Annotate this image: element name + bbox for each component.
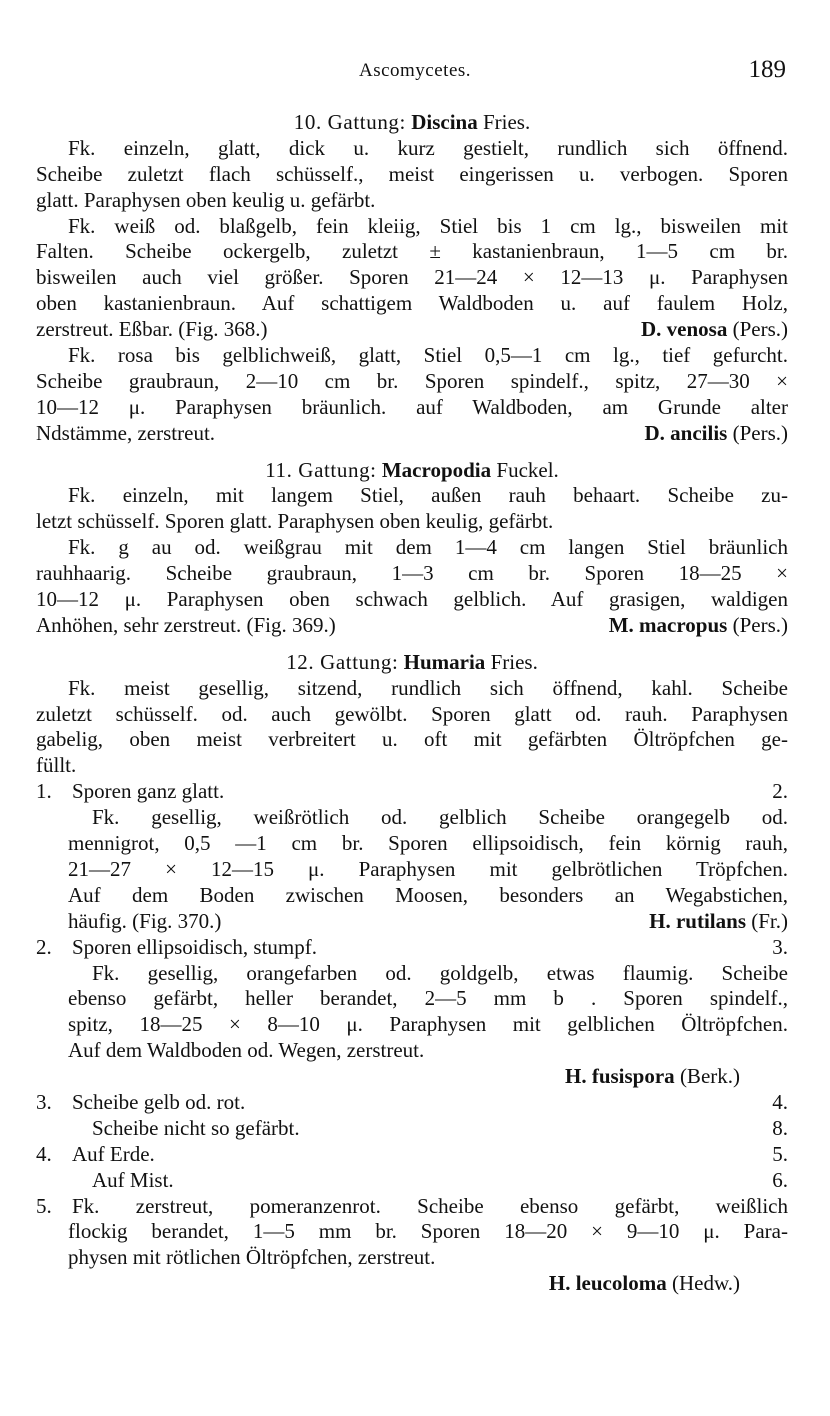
key-line-3b: Scheibe nicht so gefärbt. 8. [92, 1115, 788, 1140]
text-line: Auf dem Boden zwischen Moosen, besonders an Wegabstichen, [68, 882, 788, 907]
text-line: zuletzt schüsself. od. auch gewölbt. Sporen glatt od. rauh. Paraphysen [36, 701, 788, 726]
key-reference: 5. [772, 1141, 788, 1166]
species-line-leucoloma: H. leucoloma (Hedw.) [548, 1271, 740, 1296]
key-reference: 6. [772, 1167, 788, 1192]
key-line-4a: 4. Auf Erde. 5. [36, 1141, 788, 1166]
species-name: H. leucoloma [548, 1271, 667, 1296]
genus-name: Humaria [403, 649, 486, 674]
genus-name: Discina [411, 110, 478, 134]
text-line: Fk. gesellig, orangefarben od. goldgelb, etwas flaumig. Scheibe [92, 960, 788, 985]
species-line-macropus: Anhöhen, sehr zerstreut. (Fig. 369.) M. macropus (Pers.) [36, 612, 788, 637]
text-line: Fk. gesellig, weißrötlich od. gelblich Scheibe orangegelb od. [92, 805, 788, 830]
genus-heading-macropodia: 11. Gattung: Macropodia Fuckel. [265, 457, 559, 482]
genus-heading-discina: 10. Gattung: Discina Fries. [293, 110, 531, 134]
key-line-5: 5. Fk. zerstreut, pomeranzenrot. Scheibe ebenso gefärbt, weißlich [36, 1193, 788, 1218]
species-line-rutilans: häufig. (Fig. 370.) H. rutilans (Fr.) [68, 908, 788, 933]
key-reference: 3. [772, 934, 788, 959]
key-line-1: 1. Sporen ganz glatt. 2. [36, 779, 788, 804]
text-line: Fk. g au od. weißgrau mit dem 1—4 cm langen Stiel bräunlich [68, 535, 788, 560]
key-number: 2. [36, 934, 52, 959]
species-name: M. macropus [608, 612, 728, 637]
species-name: H. fusispora [565, 1064, 675, 1089]
running-head: Ascomycetes. [358, 60, 472, 81]
key-reference: 2. [772, 779, 788, 804]
key-reference: 8. [772, 1115, 788, 1140]
species-name: H. rutilans [649, 908, 746, 933]
key-reference: 4. [772, 1089, 788, 1114]
text-line: bisweilen auch viel größer. Sporen 21—24 × 12—13 μ. Paraphysen [36, 265, 788, 290]
text-line: Fk. meist gesellig, sitzend, rundlich sich öffnend, kahl. Scheibe [68, 675, 788, 700]
text-line: flockig berandet, 1—5 mm br. Sporen 18—20 × 9—10 μ. Para- [68, 1219, 788, 1244]
species-name: D. ancilis [644, 420, 728, 445]
key-number: 4. [36, 1141, 52, 1166]
text-line: füllt. [36, 753, 77, 778]
key-line-3a: 3. Scheibe gelb od. rot. 4. [36, 1089, 788, 1114]
text-line: letzt schüsself. Sporen glatt. Paraphysen oben keulig, gefärbt. [36, 509, 554, 534]
text-line: Fk. einzeln, mit langem Stiel, außen rauh behaart. Scheibe zu- [68, 483, 788, 508]
species-line-fusispora: H. fusispora (Berk.) [565, 1064, 740, 1089]
genus-heading-humaria: 12. Gattung: Humaria Fries. [286, 649, 538, 674]
text-line: Fk. weiß od. blaßgelb, fein kleiig, Stiel bis 1 cm lg., bisweilen mit [68, 213, 788, 238]
text-line: 10—12 μ. Paraphysen oben schwach gelblich. Auf grasigen, waldigen [36, 587, 788, 612]
text-line: Fk. rosa bis gelblichweiß, glatt, Stiel 0,5—1 cm lg., tief gefurcht. [68, 343, 788, 368]
genus-name: Macropodia [381, 457, 492, 482]
species-line-ancilis: Ndstämme, zerstreut. D. ancilis (Pers.) [36, 420, 788, 445]
text-line: ebenso gefärbt, heller berandet, 2—5 mm b . Sporen spindelf., [68, 986, 788, 1011]
text-line: spitz, 18—25 × 8—10 μ. Paraphysen mit gelblichen Öltröpfchen. [68, 1012, 788, 1037]
text-line: gabelig, oben meist verbreitert u. oft mit gefärbten Öltröpfchen ge- [36, 727, 788, 752]
text-line: 21—27 × 12—15 μ. Paraphysen mit gelbrötlichen Tröpfchen. [68, 856, 788, 881]
text-line: Scheibe graubraun, 2—10 cm br. Sporen spindelf., spitz, 27—30 × [36, 368, 788, 393]
text-line: Falten. Scheibe ockergelb, zuletzt ± kastanienbraun, 1—5 cm br. [36, 239, 788, 264]
page-body [36, 110, 788, 1297]
text-line: glatt. Paraphysen oben keulig u. gefärbt. [36, 187, 376, 212]
text-line: rauhhaarig. Scheibe graubraun, 1—3 cm br. Sporen 18—25 × [36, 561, 788, 586]
key-line-2: 2. Sporen ellipsoidisch, stumpf. 3. [36, 934, 788, 959]
text-line: oben kastanienbraun. Auf schattigem Waldboden u. auf faulem Holz, [36, 291, 788, 316]
page-header [0, 56, 830, 86]
species-name: D. venosa [641, 317, 728, 342]
key-number: 1. [36, 779, 52, 804]
text-line: mennigrot, 0,5 —1 cm br. Sporen ellipsoidisch, fein körnig rauh, [68, 831, 788, 856]
text-line: Fk. einzeln, glatt, dick u. kurz gestielt, rundlich sich öffnend. [68, 135, 788, 160]
text-line: Auf dem Waldboden od. Wegen, zerstreut. [68, 1038, 425, 1063]
text-line: Scheibe zuletzt flach schüsself., meist eingerissen u. verbogen. Sporen [36, 161, 788, 186]
key-number: 5. [36, 1193, 52, 1218]
species-line-venosa: zerstreut. Eßbar. (Fig. 368.) D. venosa (Pers.) [36, 317, 788, 342]
text-line: 10—12 μ. Paraphysen bräunlich. auf Waldboden, am Grunde alter [36, 394, 788, 419]
key-number: 3. [36, 1089, 52, 1114]
key-line-4b: Auf Mist. 6. [92, 1167, 788, 1192]
page-number: 189 [748, 56, 786, 83]
text-line: physen mit rötlichen Öltröpfchen, zerstreut. [68, 1245, 436, 1270]
